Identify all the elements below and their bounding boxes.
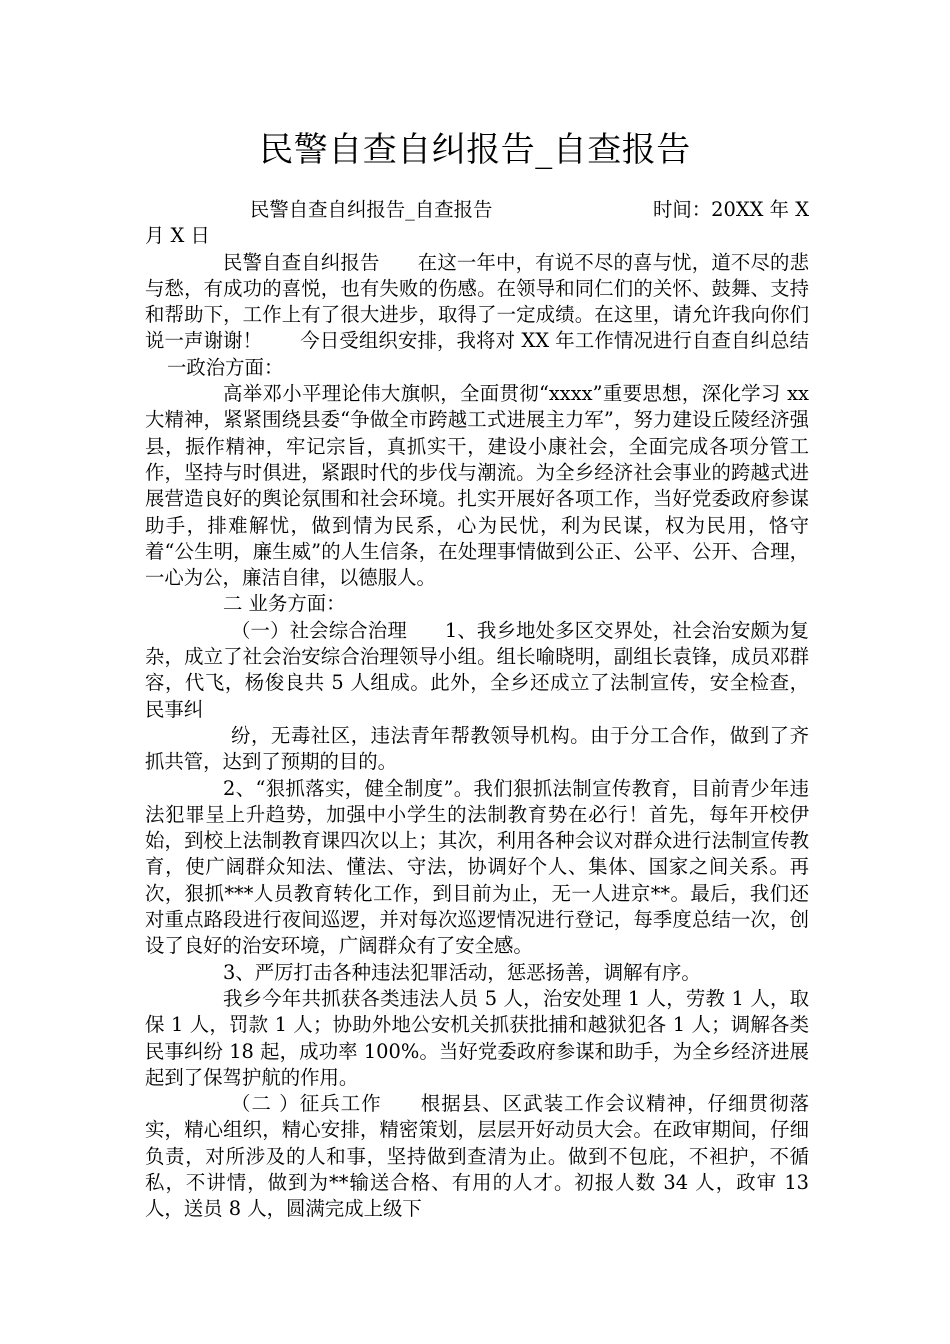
paragraph-legal-education: 2、“狠抓落实，健全制度”。我们狠抓法制宣传教育，目前青少年违法犯罪呈上升趋势，加强中小学生的法制教育势在必行！首先，每年开校伊始，到校上法制教育课四次以上；其次，利用各种会议对群众进行法制宣传教育，使广阔群众知法、懂法、守法，协调好个人、集体、国家之间关系。再次，狠抓***人员教育转化工作，到目前为止，无一人进京**。最后，我们还对重点路段进行夜间巡逻，并对每次巡逻情况进行登记，每季度总结一次，创设了良好的治安环境，广阔群众有了安全感。 xyxy=(145,776,809,958)
paragraph-conscription xyxy=(145,1091,809,1222)
subsection-heading-conscription: （二 ）征兵工作 xyxy=(231,1092,382,1116)
document-subtitle: 民警自查自纠报告_自查报告 xyxy=(250,198,493,221)
section-heading-business: 二 业务方面： xyxy=(223,592,346,616)
document-body xyxy=(145,197,809,1223)
intro-text: 在这一年中，有说不尽的喜与忧，道不尽的悲与愁，有成功的喜悦，也有失败的伤感。在领导和同仁们的关怀、鼓舞、支持和帮助下，工作上有了很大进步，取得了一定成绩。在这里，请允许我向你们说一声谢谢！ xyxy=(145,250,810,353)
intro-text-2: 今日受组织安排，我将对 XX 年工作情况进行自查自纠总结 xyxy=(300,329,810,353)
document-title: 民警自查自纠报告_自查报告 xyxy=(259,130,691,170)
paragraph-politics: 高举邓小平理论伟大旗帜，全面贯彻“xxxx”重要思想，深化学习 xx 大精神，紧紧围绕县委“争做全市跨越工式进展主力军”，努力建设丘陵经济强县，振作精神，牢记宗旨，真抓实干，建设小康社会，全面完成各项分管工作，坚持与时俱进，紧跟时代的步伐与潮流。为全乡经济社会事业的跨越式进展营造良好的舆论氛围和社会环境。扎实开展好各项工作，当好党委政府参谋助手，排难解忧，做到情为民系，心为民忧，利为民谋，权为民用，恪守着“公生明，廉生威”的人生信条，在处理事情做到公正、公平、公开、合理，一心为公，廉洁自律，以德服人。 xyxy=(145,382,809,590)
paragraph-coordination: 纷，无毒社区，违法青年帮教领导机构。由于分工合作，做到了齐抓共管，达到了预期的目的。 xyxy=(145,723,809,774)
conscription-text: 根据县、区武装工作会议精神，仔细贯彻落实，精心组织，精心安排，精密策划，层层开好动员大会。在政审期间，仔细负责，对所涉及的人和事，坚持做到查清为止。做到不包庇，不袒护，不循私，不讲情，做到为**输送合格、有用的人才。初报人数 34 人，政审 13 人，送员 8 人，圆满完成上级下 xyxy=(145,1092,810,1221)
document-time: 时间：20XX 年 X xyxy=(653,198,809,221)
subsection-heading-social: （一）社会综合治理 xyxy=(231,618,407,642)
paragraph-social-governance xyxy=(145,618,809,723)
social-governance-text: 1、我乡地处多区交界处，社会治安颇为复杂，成立了社会治安综合治理领导小组。组长喻晓明，副组长袁锋，成员邓群容，代飞，杨俊良共 5 人组成。此外，全乡还成立了法制宣传，安全检查，民事纠 xyxy=(145,618,809,721)
paragraph-crackdown-heading: 3、严厉打击各种违法犯罪活动，惩恶扬善，调解有序。 xyxy=(223,960,701,984)
section-heading-politics: 一政治方面： xyxy=(167,355,284,379)
document-time-continued: 月 X 日 xyxy=(145,224,210,248)
paragraph-intro xyxy=(145,250,809,381)
paragraph-crackdown-results: 我乡今年共抓获各类违法人员 5 人，治安处理 1 人，劳教 1 人，取保 1 人，罚款 1 人；协助外地公安机关抓获批捕和越狱犯各 1 人；调解各类民事纠纷 18 起，成功率 100%。当好党委政府参谋和助手，为全乡经济进展起到了保驾护航的作用。 xyxy=(145,986,809,1089)
subtitle-line xyxy=(145,197,809,223)
report-heading: 民警自查自纠报告 xyxy=(223,250,380,274)
